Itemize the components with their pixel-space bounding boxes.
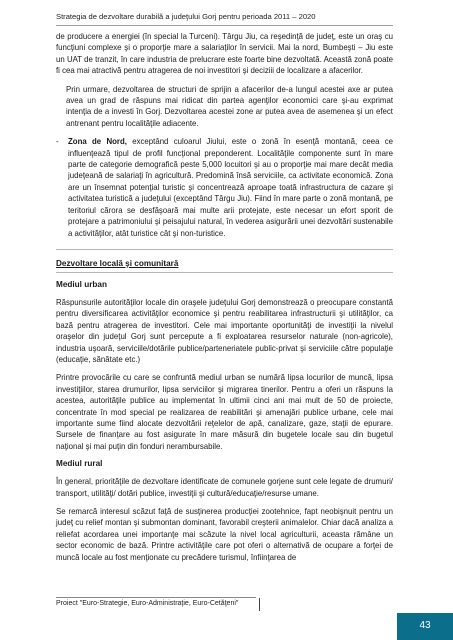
section-bottom-divider <box>56 272 393 273</box>
footer-separator <box>259 598 260 611</box>
footer-project: Proiect "Euro-Strategie, Euro-Administraţie, Euro-Cetăţeni" <box>56 600 239 607</box>
page-number-box <box>397 613 453 640</box>
paragraph-business-support: Prin urmare, dezvoltarea de structuri de sprijin a afacerilor de-a lungul acestei axe ar putea avea un grad de răspuns mai ridicat din partea agenţilor economici care şi-au exprimat intenţia de a investi în Gorj. Dezvoltarea acestei zone ar putea avea de asemenea şi un efect antrenant pentru localităţile adiacente. <box>66 84 393 128</box>
paragraph-axis-continuation: de producere a energiei (în special la Turceni). Târgu Jiu, ca reşedinţă de judeţ, este un oraş cu funcţiuni complexe şi o proporţie mare a salariaţilor în servicii. Mai la nord, Bumbeşti – Jiu este un UAT de tranzit, în care industria de prelucrare este foarte bine dezvoltată. Această zonă poate fi cea mai atractivă pentru atragerea de noi investitori şi deciziii de localizare a afacerilor. <box>56 32 393 76</box>
running-header: Strategia de dezvoltare durabilă a judeţului Gorj pentru perioada 2011 – 2020 <box>56 12 316 21</box>
bullet-dash: - <box>56 137 59 147</box>
paragraph-rural-priorities: În general, priorităţile de dezvoltare identificate de comunele gorjene sunt cele legate de drumuri/ transport, utilităţi/ dotări publice, investiţii şi cultură/educaţie/resurse umane. <box>56 477 393 498</box>
footer-divider <box>56 597 256 598</box>
rural-heading: Mediul rural <box>56 459 103 469</box>
section-top-divider <box>56 249 393 250</box>
page-content <box>56 31 393 563</box>
header-divider <box>56 25 393 26</box>
bullet-north-zone <box>56 136 393 239</box>
section-title: Dezvoltare locală şi comunitară <box>56 258 179 268</box>
bullet-north-zone-body: exceptând culoarul Jiului, este o zonă în esenţă montană, ceea ce influenţează tipul de profil funcţional preponderent. Localităţile componente sunt în mare parte de categorie demografică peste 5,000 locuitori şi au o proporţie mai mare decât media judeţeană de salariaţi în agricultură. Predomină însă serviciile, ca activitate economică. Zona are un însemnat potenţial turistic şi concentrează aproape toată infrastructura de cazare şi activitatea turistică a judeţului (exceptând Târgu Jiu). Fiind în mare parte o zonă montană, pe teritoriul cărora se desfăşoară mai multe arii protejate, este necesar un efort sporit de protejare a patrimoniului şi peisajului natural, în vederea asigurării unei dezvoltări sustenabile a activităţilor, atât turistice cât şi non-turistice. <box>68 137 393 238</box>
paragraph-rural-interest: Se remarcă interesul scăzut faţă de susţinerea producţiei zootehnice, fapt neobişnuit pentru un judeţ cu relief montan şi submontan dominant, favorabil creşterii animalelor. Chiar dacă analiza a reliefat acordarea unei importanţe mai scăzute la nivel local agriculturii, aceasta rămâne un sector economic de bază. Printre activităţile care pot oferi o alternativă de ocupare a forţei de muncă locale au fost menţionate cu precădere turismul, înfiinţarea de <box>56 507 393 562</box>
paragraph-urban-challenges: Printre provocările cu care se confruntă mediul urban se numără lipsa locurilor de muncă, lipsa investiţiilor, starea drumurilor, lipsa serviciilor şi migrarea tinerilor. Pentru a oferi un răspuns la acestea, autorităţile publice au implementat în ultimii cinci ani mai mult de 50 de proiecte, concentrate în mod special pe realizarea de reabilitări şi amenajări publice urbane, cele mai importante sume fiind alocate dezvoltării reţelelor de apă, canalizare, gaze, staţii de epurare. Sursele de finanţare au fost asigurate în mare măsură din bugetele locale sau din bugetul naţional şi mai puţin din fonduri nerambursabile. <box>56 373 393 451</box>
bullet-north-zone-title: Zona de Nord, <box>68 137 127 147</box>
urban-heading: Mediul urban <box>56 279 107 289</box>
page-number: 43 <box>419 620 431 631</box>
bullet-north-zone-text <box>68 136 393 239</box>
paragraph-urban-opportunities: Răspunsurile autorităţilor locale din oraşele judeţului Gorj demonstrează o preocupare constantă pentru diversificarea activităţilor economice şi pentru reabilitarea infrastructurii şi utilităţilor, ca bază pentru atragerea de investitori. Cele mai importante oportunităţi de investiţii la nivelul oraşelor din judeţul Gorj sunt percepute a fi exploatarea resurselor naturale (non-agricole), industria uşoară, serviciile/dotările publice/parteneriatele public-privat şi serviciile către populaţie (educaţie, sănătate etc.) <box>56 297 393 364</box>
